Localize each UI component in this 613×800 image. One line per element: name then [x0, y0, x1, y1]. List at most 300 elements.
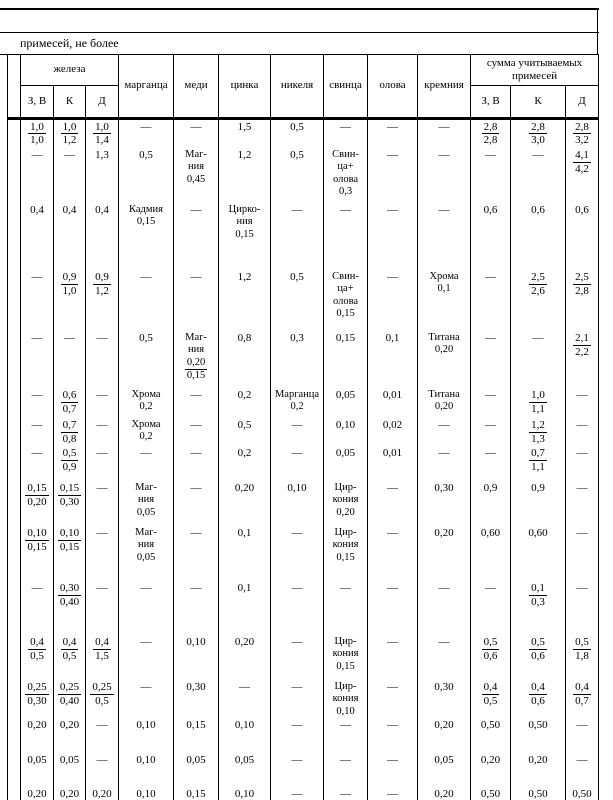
fraction: [185, 357, 207, 383]
fraction-denominator: 0,5: [483, 694, 498, 707]
table-cell: [54, 581, 86, 635]
spacer-cell: [8, 118, 21, 148]
fraction: [28, 121, 46, 147]
table-cell: 0,50: [566, 787, 599, 800]
table-cell: —: [271, 418, 324, 446]
table-cell: [471, 680, 511, 718]
table-cell: —: [21, 418, 54, 446]
table-row: [8, 203, 599, 270]
fraction: [482, 636, 500, 662]
fraction-denominator: 4,2: [575, 162, 589, 175]
table-row: [8, 481, 599, 526]
table-cell: 0,10: [119, 787, 174, 800]
table-cell: —: [418, 203, 471, 270]
fraction-denominator: 1,8: [575, 649, 589, 662]
table-cell: —: [418, 418, 471, 446]
table-cell: 0,05: [219, 753, 271, 787]
table-cell: —: [471, 148, 511, 203]
table-cell: [54, 388, 86, 418]
fraction-denominator: 1,1: [531, 460, 545, 473]
table-cell: 0,20: [511, 753, 566, 787]
table-cell: 0,2: [219, 446, 271, 481]
table-cell: —: [86, 481, 119, 526]
table-cell: —: [324, 118, 368, 148]
table-cell: —: [86, 331, 119, 388]
fraction-numerator: 0,5: [483, 636, 498, 648]
table-cell: —: [566, 388, 599, 418]
fraction-denominator: 0,9: [62, 460, 77, 473]
fraction-denominator: 2,8: [575, 284, 589, 297]
header-cell-element-3: никеля: [271, 55, 324, 118]
table-row: [8, 270, 599, 331]
header-cell-subcol-sum-1: К: [511, 85, 566, 118]
table-cell: [566, 148, 599, 203]
fraction-denominator: 0,15: [27, 540, 47, 553]
header-cell-subcol-iron-2: Д: [86, 85, 119, 118]
table-row: [8, 331, 599, 388]
fraction-numerator: 2,5: [531, 271, 545, 283]
fraction-numerator: 1,2: [531, 419, 545, 431]
fraction: [61, 447, 79, 473]
header-cell-spacer: [8, 55, 21, 118]
table-cell: —: [324, 787, 368, 800]
table-cell: [21, 118, 54, 148]
table-cell: 0,60: [471, 526, 511, 581]
top-rule-2: [0, 32, 599, 33]
cell-text: Хрома 0,1: [429, 271, 459, 295]
header-cell-iron: железа: [21, 55, 119, 85]
table-cell: —: [418, 581, 471, 635]
fraction-numerator: 2,8: [483, 120, 498, 133]
table-cell: [566, 270, 599, 331]
fraction: [61, 271, 79, 297]
fraction-numerator: 1,0: [30, 120, 44, 133]
fraction: [529, 681, 547, 707]
table-cell: —: [54, 148, 86, 203]
fraction: [25, 681, 48, 707]
table-cell: [119, 418, 174, 446]
table-cell: [271, 388, 324, 418]
spacer-cell: [8, 581, 21, 635]
header-cell-element-2: цинка: [219, 55, 271, 118]
fraction-denominator: 0,6: [531, 694, 545, 707]
fraction: [573, 636, 591, 662]
table-cell: —: [324, 203, 368, 270]
table-cell: 0,5: [119, 331, 174, 388]
table-cell: —: [566, 446, 599, 481]
table-cell: —: [368, 203, 418, 270]
fraction-denominator: 1,0: [62, 284, 77, 297]
table-cell: [219, 203, 271, 270]
table-cell: —: [471, 446, 511, 481]
table-cell: 0,30: [418, 481, 471, 526]
table-cell: —: [324, 718, 368, 753]
table-cell: [566, 635, 599, 680]
table-cell: —: [566, 581, 599, 635]
header-cell-sum: сумма учитываемых примесей: [471, 55, 599, 85]
table-cell: —: [368, 270, 418, 331]
spacer-cell: [8, 481, 21, 526]
fraction: [529, 582, 547, 608]
table-cell: —: [86, 418, 119, 446]
table-cell: [54, 118, 86, 148]
table-cell: —: [21, 331, 54, 388]
header-cell-element-4: свинца: [324, 55, 368, 118]
table-cell: [86, 118, 119, 148]
header-cell-element-0: марганца: [119, 55, 174, 118]
table-cell: 0,20: [21, 787, 54, 800]
fraction-denominator: 0,15: [186, 370, 206, 382]
table-cell: 0,4: [21, 203, 54, 270]
table-row: [8, 787, 599, 800]
cell-text: Цир- кония 0,20: [332, 482, 359, 518]
table-cell: —: [271, 718, 324, 753]
table-body: [8, 118, 599, 800]
table-cell: [54, 418, 86, 446]
table-cell: —: [174, 446, 219, 481]
table-row: [8, 446, 599, 481]
table-cell: 0,20: [21, 718, 54, 753]
table-cell: —: [86, 581, 119, 635]
table-row: [8, 418, 599, 446]
spacer-cell: [8, 787, 21, 800]
table-cell: 1,2: [219, 270, 271, 331]
fraction-numerator: 0,7: [62, 419, 77, 431]
fraction-denominator: 1,2: [62, 134, 77, 147]
table-cell: 0,10: [324, 418, 368, 446]
spacer-cell: [8, 718, 21, 753]
table-cell: —: [174, 118, 219, 148]
fraction-numerator: 0,20: [185, 357, 207, 370]
spacer-cell: [8, 148, 21, 203]
table-cell: —: [21, 446, 54, 481]
table-cell: —: [471, 388, 511, 418]
fraction: [573, 332, 591, 358]
fraction-numerator: 0,5: [62, 447, 77, 459]
fraction-numerator: 0,10: [59, 527, 80, 539]
table-cell: 0,6: [471, 203, 511, 270]
table-cell: 0,8: [219, 331, 271, 388]
cell-text: Маг- ния: [185, 332, 207, 356]
table-row: [8, 581, 599, 635]
table-cell: —: [174, 270, 219, 331]
spacer-cell: [8, 331, 21, 388]
table-cell: 1,5: [219, 118, 271, 148]
fraction-numerator: 1,0: [531, 389, 545, 401]
fraction-denominator: 1,4: [95, 134, 109, 147]
fraction: [61, 389, 79, 415]
header-cell-subcol-sum-2: Д: [566, 85, 599, 118]
table-cell: 0,50: [511, 718, 566, 753]
fraction-numerator: 0,15: [27, 482, 47, 494]
table-cell: —: [471, 581, 511, 635]
table-cell: [511, 118, 566, 148]
table-cell: —: [271, 446, 324, 481]
table-cell: 0,10: [119, 718, 174, 753]
table-cell: [86, 635, 119, 680]
fraction: [573, 149, 591, 175]
table-cell: [511, 270, 566, 331]
table-cell: —: [368, 635, 418, 680]
fraction-denominator: 1,1: [531, 402, 545, 415]
fraction-denominator: 2,2: [575, 345, 589, 358]
table-cell: —: [324, 753, 368, 787]
table-cell: 0,30: [174, 680, 219, 718]
table-cell: —: [368, 526, 418, 581]
table-cell: —: [418, 118, 471, 148]
table-cell: 0,5: [119, 148, 174, 203]
table-cell: [174, 148, 219, 203]
table-cell: 0,05: [324, 388, 368, 418]
fraction-denominator: 0,40: [59, 595, 80, 608]
fraction: [573, 121, 591, 147]
fraction-numerator: 0,10: [27, 527, 47, 539]
table-cell: —: [471, 418, 511, 446]
table-cell: [324, 635, 368, 680]
fraction-denominator: 1,2: [95, 284, 109, 297]
table-row: [8, 388, 599, 418]
top-rule-1: [0, 8, 599, 10]
fraction-denominator: 0,5: [62, 649, 77, 662]
table-cell: 0,20: [418, 718, 471, 753]
table-cell: —: [471, 331, 511, 388]
table-cell: —: [86, 753, 119, 787]
table-cell: 0,6: [566, 203, 599, 270]
table-cell: —: [21, 388, 54, 418]
table-cell: —: [368, 118, 418, 148]
right-border-upper: [597, 8, 598, 55]
table-cell: 0,3: [271, 331, 324, 388]
fraction-numerator: 0,15: [59, 482, 80, 494]
table-cell: [511, 446, 566, 481]
fraction-denominator: 0,6: [483, 649, 498, 662]
table-cell: [511, 388, 566, 418]
table-cell: 0,6: [511, 203, 566, 270]
table-cell: —: [219, 680, 271, 718]
fraction-denominator: 0,7: [575, 694, 589, 707]
fraction-denominator: 3,2: [575, 134, 589, 147]
table-header: [8, 55, 599, 118]
table-cell: [471, 635, 511, 680]
table-cell: 0,4: [86, 203, 119, 270]
table-cell: —: [271, 203, 324, 270]
table-cell: 0,20: [219, 635, 271, 680]
fraction-denominator: 1,3: [531, 432, 545, 445]
table-cell: 0,2: [219, 388, 271, 418]
cell-text: Цирко- ния 0,15: [228, 204, 261, 240]
table-cell: 0,4: [54, 203, 86, 270]
table-cell: [54, 481, 86, 526]
cell-text: Маг- ния 0,45: [185, 149, 207, 185]
table-cell: [21, 680, 54, 718]
fraction: [573, 271, 591, 297]
table-cell: —: [174, 481, 219, 526]
fraction-denominator: 0,5: [95, 694, 109, 707]
table-cell: 0,9: [511, 481, 566, 526]
table-cell: 0,20: [471, 753, 511, 787]
table-cell: —: [174, 526, 219, 581]
table-cell: —: [271, 635, 324, 680]
table-cell: —: [119, 581, 174, 635]
fraction-numerator: 0,4: [575, 681, 589, 693]
table-cell: —: [21, 148, 54, 203]
header-cell-subcol-iron-1: К: [54, 85, 86, 118]
fraction: [93, 271, 111, 297]
table-cell: 0,20: [418, 526, 471, 581]
table-cell: —: [271, 581, 324, 635]
fraction-numerator: 0,25: [27, 681, 47, 693]
table-row: [8, 680, 599, 718]
table-cell: —: [86, 388, 119, 418]
fraction: [25, 527, 48, 553]
table-cell: [418, 270, 471, 331]
fraction-numerator: 0,4: [531, 681, 545, 693]
cell-text: Кадмия 0,15: [129, 204, 163, 228]
table-cell: —: [566, 753, 599, 787]
fraction-numerator: 0,9: [95, 271, 109, 283]
fraction-denominator: 0,3: [531, 595, 545, 608]
table-cell: —: [418, 446, 471, 481]
fraction-denominator: 0,7: [62, 402, 77, 415]
fraction: [28, 636, 46, 662]
fraction: [573, 681, 591, 707]
table-cell: 0,1: [368, 331, 418, 388]
table-cell: 0,05: [54, 753, 86, 787]
table-cell: 0,20: [86, 787, 119, 800]
table-cell: [54, 635, 86, 680]
table-cell: 0,05: [418, 753, 471, 787]
header-cell-element-6: кремния: [418, 55, 471, 118]
fraction-denominator: 2,8: [483, 134, 498, 147]
fraction: [61, 636, 79, 662]
fraction-denominator: 1,0: [30, 134, 44, 147]
fraction-denominator: 0,20: [27, 495, 47, 508]
table-cell: 0,01: [368, 388, 418, 418]
fraction-numerator: 0,4: [30, 636, 44, 648]
table-cell: —: [511, 148, 566, 203]
table-continuation-note: примесей, не более: [20, 36, 119, 50]
table-cell: —: [271, 526, 324, 581]
fraction-numerator: 2,8: [575, 120, 589, 133]
fraction: [529, 636, 547, 662]
table-cell: [511, 418, 566, 446]
cell-text: Цир- кония 0,15: [332, 636, 359, 672]
table-cell: —: [86, 526, 119, 581]
table-cell: [86, 270, 119, 331]
table-cell: 0,05: [21, 753, 54, 787]
fraction-denominator: 1,5: [95, 649, 109, 662]
table-cell: [119, 481, 174, 526]
table-cell: —: [174, 203, 219, 270]
header-cell-subcol-sum-0: З, В: [471, 85, 511, 118]
fraction: [93, 636, 111, 662]
table-cell: [566, 118, 599, 148]
table-cell: 0,20: [54, 787, 86, 800]
table-cell: [174, 331, 219, 388]
fraction-numerator: 0,5: [575, 636, 589, 648]
table-cell: —: [271, 787, 324, 800]
fraction: [529, 271, 547, 297]
fraction-denominator: 2,6: [531, 284, 545, 297]
table-cell: [324, 148, 368, 203]
fraction: [529, 419, 547, 445]
fraction: [61, 121, 79, 147]
table-cell: 0,10: [119, 753, 174, 787]
fraction-denominator: 3,0: [531, 134, 545, 147]
table-cell: 1,2: [219, 148, 271, 203]
fraction: [58, 582, 81, 608]
table-cell: —: [368, 753, 418, 787]
header-cell-subcol-iron-0: З, В: [21, 85, 54, 118]
table-cell: —: [86, 718, 119, 753]
table-cell: —: [119, 270, 174, 331]
table-cell: —: [271, 753, 324, 787]
cell-text: Марганца 0,2: [274, 389, 320, 413]
fraction-numerator: 0,1: [531, 582, 545, 594]
table-cell: —: [368, 680, 418, 718]
table-cell: 0,60: [511, 526, 566, 581]
cell-text: Свин- ца+ олова 0,15: [332, 271, 359, 320]
table-row: [8, 635, 599, 680]
table-cell: —: [566, 526, 599, 581]
table-cell: —: [566, 418, 599, 446]
fraction-numerator: 0,30: [59, 582, 80, 594]
table-cell: [511, 680, 566, 718]
spacer-cell: [8, 203, 21, 270]
table-cell: [566, 331, 599, 388]
table-cell: 0,10: [174, 635, 219, 680]
fraction-numerator: 0,7: [531, 447, 545, 459]
table-cell: 0,05: [324, 446, 368, 481]
table-cell: —: [368, 787, 418, 800]
cell-text: Хрома 0,2: [131, 389, 161, 413]
table-cell: [511, 635, 566, 680]
table-cell: —: [21, 270, 54, 331]
table-cell: 0,10: [219, 787, 271, 800]
table-cell: 0,5: [271, 118, 324, 148]
fraction: [58, 527, 81, 553]
fraction-numerator: 1,0: [62, 120, 77, 133]
fraction: [529, 447, 547, 473]
fraction-denominator: 0,6: [531, 649, 545, 662]
header-cell-element-1: меди: [174, 55, 219, 118]
table-cell: [418, 388, 471, 418]
fraction-numerator: 0,25: [59, 681, 80, 693]
table-cell: 0,15: [174, 787, 219, 800]
fraction: [482, 681, 500, 707]
fraction-numerator: 0,25: [92, 681, 112, 693]
cell-text: Цир- кония 0,10: [332, 681, 359, 717]
spacer-cell: [8, 446, 21, 481]
fraction-numerator: 1,0: [95, 120, 109, 133]
table-cell: [21, 635, 54, 680]
fraction-numerator: 2,1: [575, 332, 589, 344]
table-cell: [119, 203, 174, 270]
fraction-denominator: 0,30: [27, 694, 47, 707]
table-row: [8, 718, 599, 753]
table-cell: —: [324, 581, 368, 635]
table-cell: 0,9: [471, 481, 511, 526]
fraction: [61, 419, 79, 445]
cell-text: Титана 0,20: [428, 389, 460, 413]
table-row: [8, 526, 599, 581]
table-cell: [21, 481, 54, 526]
table-cell: [54, 680, 86, 718]
fraction-denominator: 0,5: [30, 649, 44, 662]
table-cell: —: [368, 581, 418, 635]
table-cell: [324, 270, 368, 331]
table-cell: —: [418, 148, 471, 203]
